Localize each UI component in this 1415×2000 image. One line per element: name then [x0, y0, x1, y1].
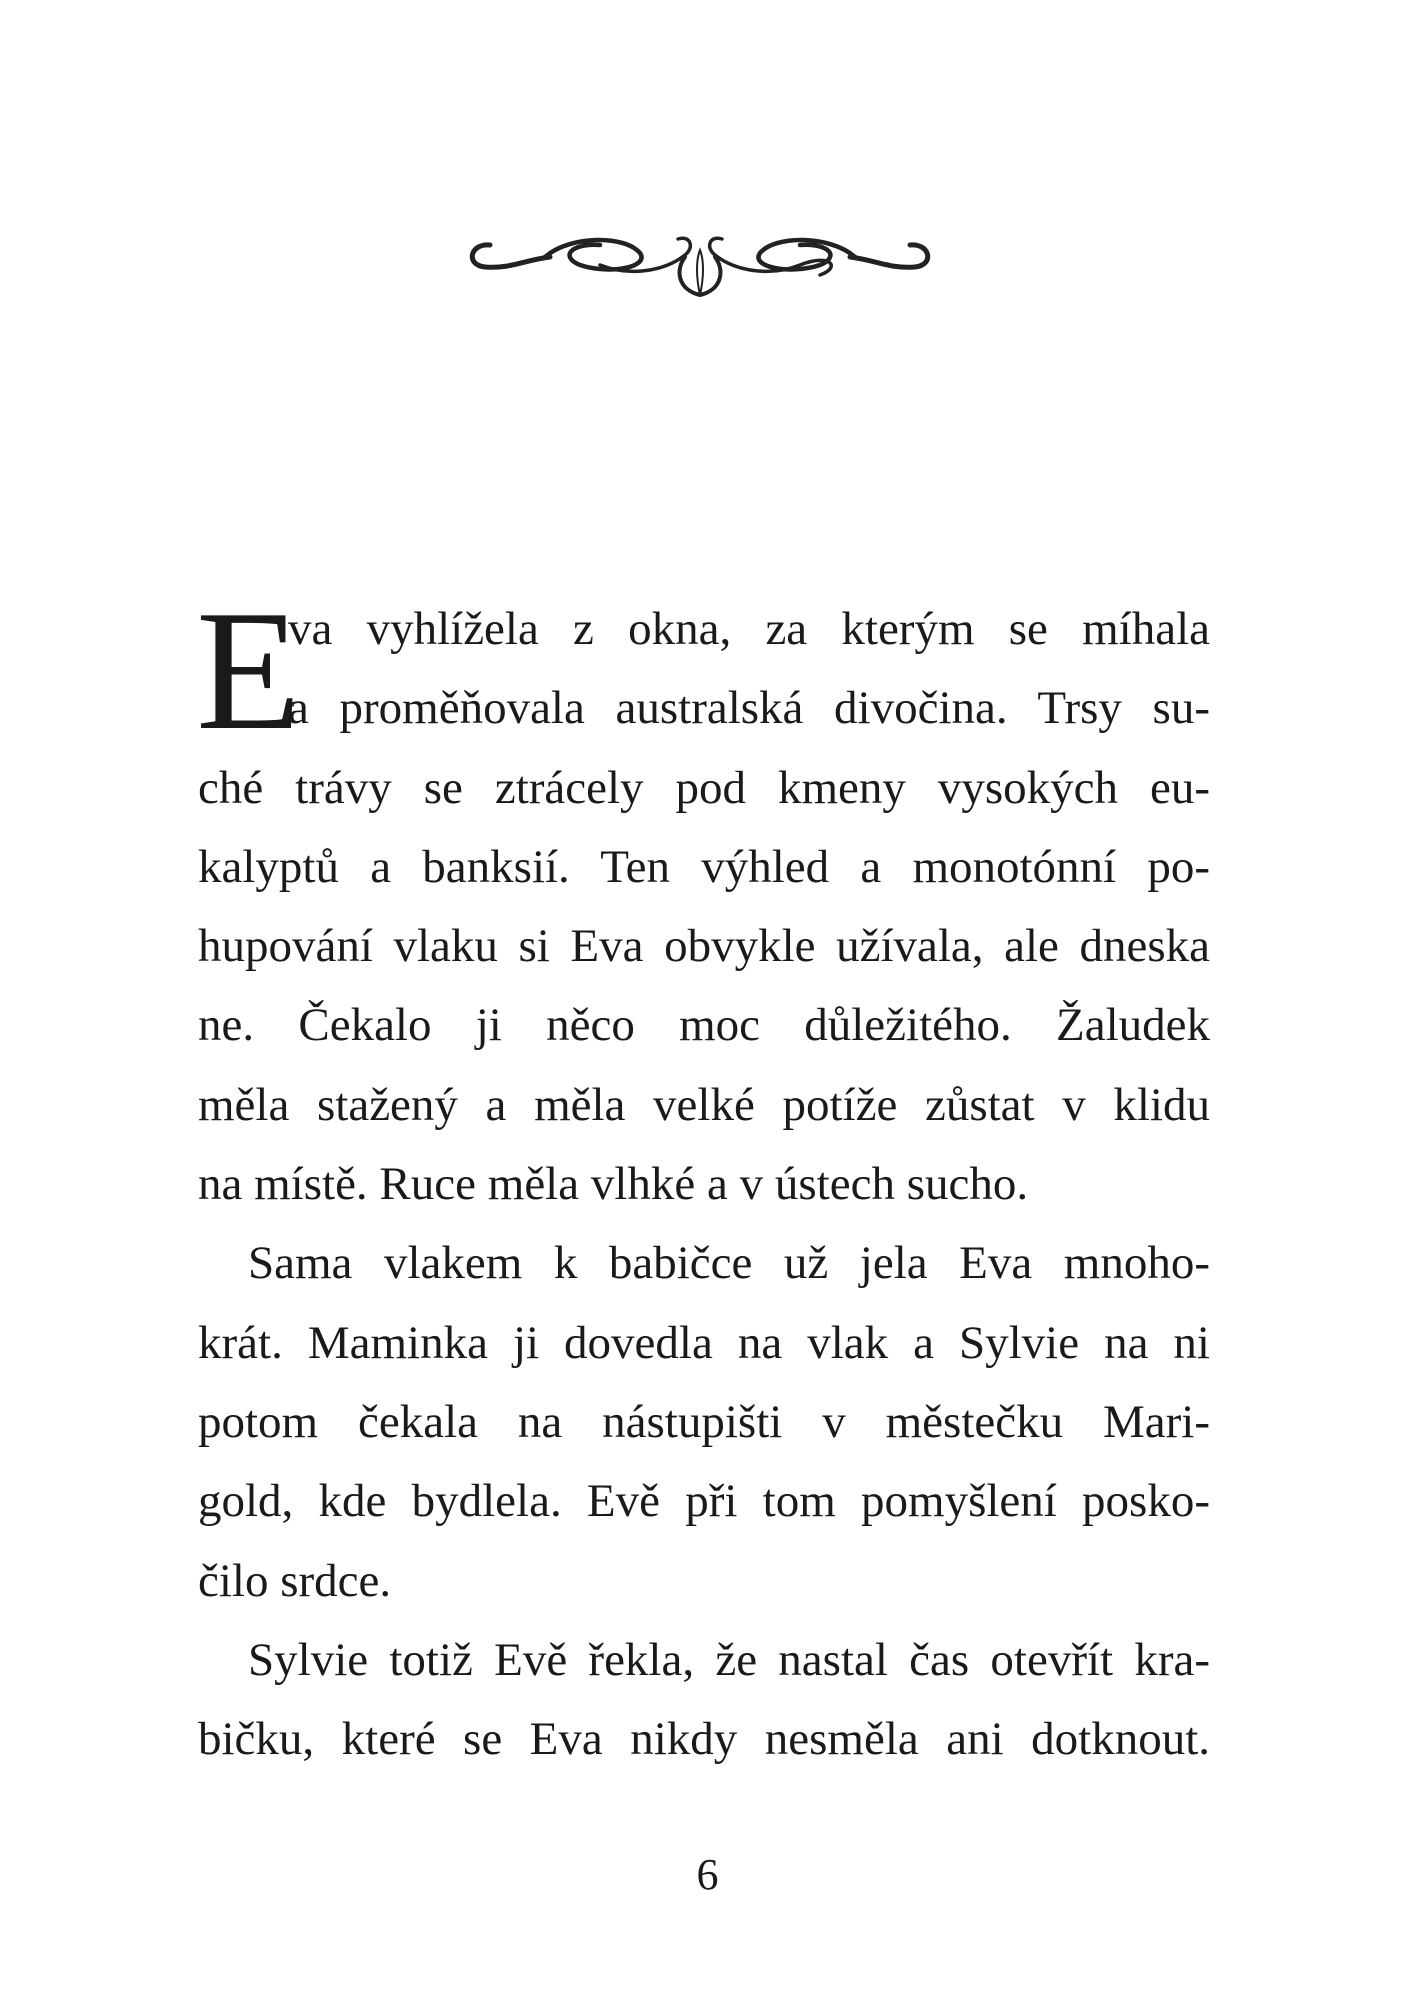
paragraph-3 — [198, 1621, 1210, 1780]
text-line: a proměňovala australská divočina. Trsy su- — [288, 682, 1210, 735]
text-line: Sylvie totiž Evě řekla, že nastal čas otevřít kra- — [248, 1633, 1210, 1686]
text-line: ne. Čekalo ji něco moc důležitého. Žaludek — [198, 999, 1210, 1052]
text-line: čilo srdce. — [198, 1554, 392, 1607]
text-line: bičku, které se Eva nikdy nesměla ani dotknout. — [198, 1713, 1210, 1766]
text-line: Sama vlakem k babičce už jela Eva mnoho- — [248, 1237, 1210, 1290]
text-line: va vyhlížela z okna, za kterým se míhala — [288, 603, 1210, 655]
text-line: potom čekala na nástupišti v městečku Mari- — [198, 1395, 1210, 1448]
text-line: gold, kde bydlela. Evě při tom pomyšlení posko- — [198, 1475, 1210, 1528]
paragraph-1 — [196, 576, 1210, 1224]
page-number: 6 — [696, 1850, 719, 1899]
flourish-divider-icon — [450, 205, 950, 305]
text-line: krát. Maminka ji dovedla na vlak a Sylvie na ni — [198, 1316, 1210, 1369]
text-line: kalyptů a banksií. Ten výhled a monotónní po- — [198, 840, 1210, 893]
paragraph-2 — [198, 1224, 1210, 1620]
text-line: na místě. Ruce měla vlhké a v ústech sucho. — [198, 1158, 1029, 1211]
drop-cap: E — [196, 576, 302, 766]
text-line: ché trávy se ztrácely pod kmeny vysokých eu- — [198, 761, 1210, 814]
text-line: měla stažený a měla velké potíže zůstat v klidu — [198, 1078, 1210, 1131]
text-line: hupování vlaku si Eva obvykle užívala, ale dneska — [198, 920, 1210, 973]
body-text — [196, 576, 1210, 1779]
